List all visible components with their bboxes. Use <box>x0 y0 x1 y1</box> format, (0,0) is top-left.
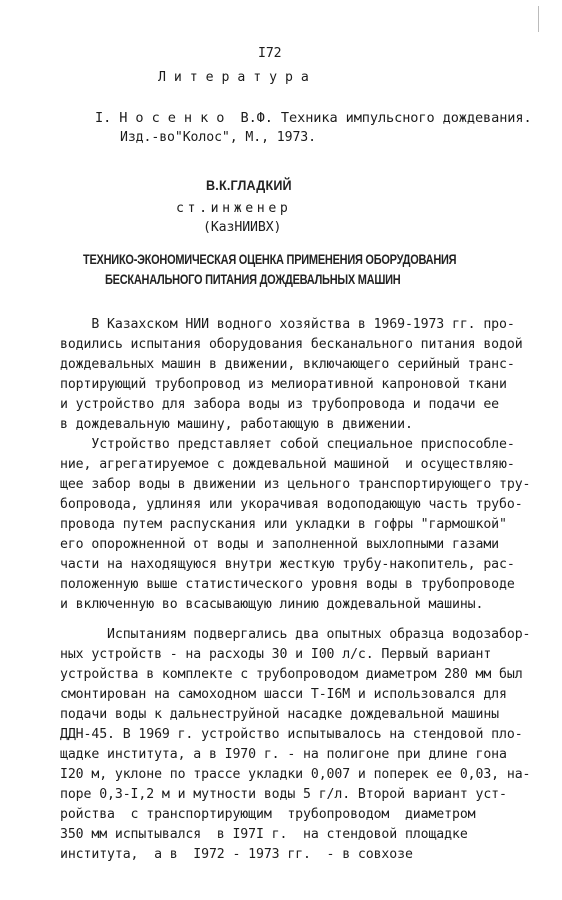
author-name: В.К.ГЛАДКИЙ <box>206 177 292 193</box>
page-number: I72 <box>258 46 282 61</box>
body-line: подачи воды к дальнеструйной насадке дождевальной машины <box>60 707 500 722</box>
body-line: положенную выше статистического уровня воды в трубопроводе <box>60 577 515 592</box>
article-title-line1: ТЕХНИКО-ЭКОНОМИЧЕСКАЯ ОЦЕНКА ПРИМЕНЕНИЯ ОБОРУДОВАНИЯ <box>83 252 457 267</box>
body-line: водились испытания оборудования бесканального питания водой <box>60 337 523 352</box>
body-line: Испытаниям подвергались два опытных образца водозабор- <box>60 627 531 642</box>
body-line: 350 мм испытывался в I97I г. на стендовой площадке <box>60 827 468 842</box>
body-line: ние, агрегатируемое с дождевальной машиной и осуществляю- <box>60 457 515 472</box>
literature-heading: Л и т е р а т у р а <box>158 70 309 85</box>
body-line: щее забор воды в движении из цельного транспортирующего тру- <box>60 477 531 492</box>
literature-entry-line2: Изд.-во"Колос", М., 1973. <box>120 130 316 145</box>
body-line: его опорожненной от воды и заполненной выхлопными газами <box>60 537 500 552</box>
body-line: ных устройств - на расходы 30 и I00 л/с. Первый вариант <box>60 647 492 662</box>
body-line: части на находящуюся внутри жесткую трубу-накопитель, рас- <box>60 557 515 572</box>
body-line: В Казахском НИИ водного хозяйства в 1969-1973 гг. про- <box>60 317 515 332</box>
author-position: ст.инженер <box>176 201 292 216</box>
author-affiliation: (КазНИИВХ) <box>203 220 282 235</box>
body-line: устройства в комплекте с трубопроводом диаметром 280 мм был <box>60 667 523 682</box>
body-line: бопровода, удлиняя или укорачивая водоподающую часть трубо- <box>60 497 523 512</box>
body-line: дождевальных машин в движении, включающего серийный транс- <box>60 357 515 372</box>
body-line: и включенную во всасывающую линию дождевальной машины. <box>60 597 484 612</box>
body-line: портирующий трубопровод из мелиоративной капроновой ткани <box>60 377 507 392</box>
body-line: в дождевальную машину, работающую в движении. <box>60 417 413 432</box>
body-line: щадке института, а в I970 г. - на полигоне при длине гона <box>60 747 507 762</box>
body-line: смонтирован на самоходном шасси Т-I6М и использовался для <box>60 687 507 702</box>
body-line: и устройство для забора воды из трубопровода и подачи ее <box>60 397 500 412</box>
literature-entry-line1: I. Н о с е н к о В.Ф. Техника импульсного дождевания. <box>95 110 532 126</box>
body-line: ройства с транспортирующим трубопроводом диаметром <box>60 807 476 822</box>
body-line: ДДН-45. В 1969 г. устройство испытывалось на стендовой пло- <box>60 727 523 742</box>
body-line: провода путем распускания или укладки в гофры "гармошкой" <box>60 517 507 532</box>
article-title-line2: БЕСКАНАЛЬНОГО ПИТАНИЯ ДОЖДЕВАЛЬНЫХ МАШИН <box>105 272 401 287</box>
body-line: I20 м, уклоне по трассе укладки 0,007 и поперек ее 0,03, на- <box>60 767 531 782</box>
body-line: института, а в I972 - 1973 гг. - в совхозе <box>60 847 413 862</box>
body-line: Устройство представляет собой специальное приспособле- <box>60 437 515 452</box>
scan-edge-mark <box>538 6 549 32</box>
body-line: поре 0,3-I,2 м и мутности воды 5 г/л. Второй вариант уст- <box>60 787 507 802</box>
